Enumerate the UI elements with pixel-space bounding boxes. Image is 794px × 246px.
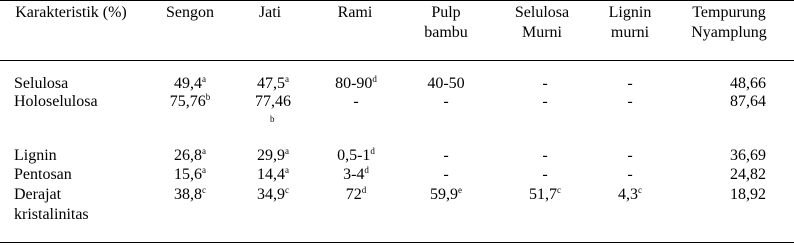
cell-sengon-derajat: 38,8$^c$: [174, 185, 206, 203]
cell-lignin-murni-holoselulosa: -: [627, 93, 633, 110]
cell-selulosa-murni-lignin: -: [542, 147, 548, 164]
cell-selulosa-murni-derajat: 51,7$^c$: [529, 185, 561, 203]
header-rami: Rami: [337, 4, 373, 21]
cell-pulp-pentosan: -: [443, 166, 449, 183]
cell-pulp-holoselulosa: -: [443, 93, 449, 110]
header-sengon: Sengon: [166, 4, 214, 21]
header-jati: Jati: [258, 4, 282, 21]
cell-sengon-pentosan: 15,6$^a$: [174, 165, 206, 183]
cell-tempurung-derajat: 18,92: [730, 186, 766, 203]
cell-pulp-lignin: -: [443, 147, 449, 164]
cell-tempurung-pentosan: 24,82: [730, 166, 766, 183]
cell-tempurung-selulosa: 48,66: [730, 75, 766, 92]
cell-sengon-selulosa: 49,4$^a$: [174, 74, 206, 92]
row-label-selulosa: Selulosa: [14, 75, 69, 92]
cell-jati-pentosan: 14,4$^a$: [257, 165, 289, 183]
cell-jati-holoselulosa-footnote: b: [270, 114, 275, 124]
cell-jati-selulosa: 47,5$^a$: [257, 74, 289, 92]
cell-tempurung-holoselulosa: 87,64: [730, 93, 766, 110]
cell-lignin-murni-selulosa: -: [627, 75, 633, 92]
cell-jati-derajat: 34,9$^c$: [257, 185, 289, 203]
cell-rami-selulosa: 80-90$^d$: [335, 74, 377, 92]
cell-rami-pentosan: 3-4$^d$: [343, 165, 369, 183]
table-header-rule: [0, 60, 794, 61]
cell-tempurung-lignin: 36,69: [730, 147, 766, 164]
cell-sengon-holoselulosa: 75,76$^b$: [169, 92, 211, 110]
table-top-rule: [0, 0, 794, 1]
cell-pulp-derajat: 59,9e: [430, 185, 462, 203]
cell-sengon-lignin: 26,8$^a$: [174, 146, 206, 164]
cell-lignin-murni-pentosan: -: [627, 166, 633, 183]
row-label-derajat-kristalinitas: Derajat kristalinitas: [14, 186, 89, 223]
header-selulosa-murni: Selulosa Murni: [514, 4, 570, 41]
row-label-holoselulosa: Holoselulosa: [14, 93, 98, 110]
cell-pulp-selulosa: 40-50: [427, 75, 465, 92]
header-pulp-bambu: Pulp bambu: [424, 4, 468, 41]
cell-jati-lignin: 29,9$^a$: [257, 146, 289, 164]
cell-selulosa-murni-holoselulosa: -: [542, 93, 548, 110]
cell-rami-lignin: 0,5-1$^d$: [337, 146, 375, 164]
row-label-lignin: Lignin: [14, 147, 57, 164]
header-karakteristik: Karakteristik (%): [15, 4, 127, 21]
cell-selulosa-murni-pentosan: -: [542, 166, 548, 183]
header-lignin-murni: Lignin murni: [608, 4, 652, 41]
header-tempurung-nyamplung: Tempurung Nyamplung: [691, 4, 767, 41]
cell-lignin-murni-derajat: 4,3$^c$: [618, 185, 642, 203]
cell-jati-holoselulosa: 77,46: [255, 93, 291, 110]
cell-selulosa-murni-selulosa: -: [542, 75, 548, 92]
cell-rami-holoselulosa: -: [353, 93, 359, 110]
cell-rami-derajat: 72$^d$: [345, 185, 367, 203]
table-bottom-rule: [0, 242, 794, 243]
cell-lignin-murni-lignin: -: [627, 147, 633, 164]
row-label-pentosan: Pentosan: [14, 166, 72, 183]
